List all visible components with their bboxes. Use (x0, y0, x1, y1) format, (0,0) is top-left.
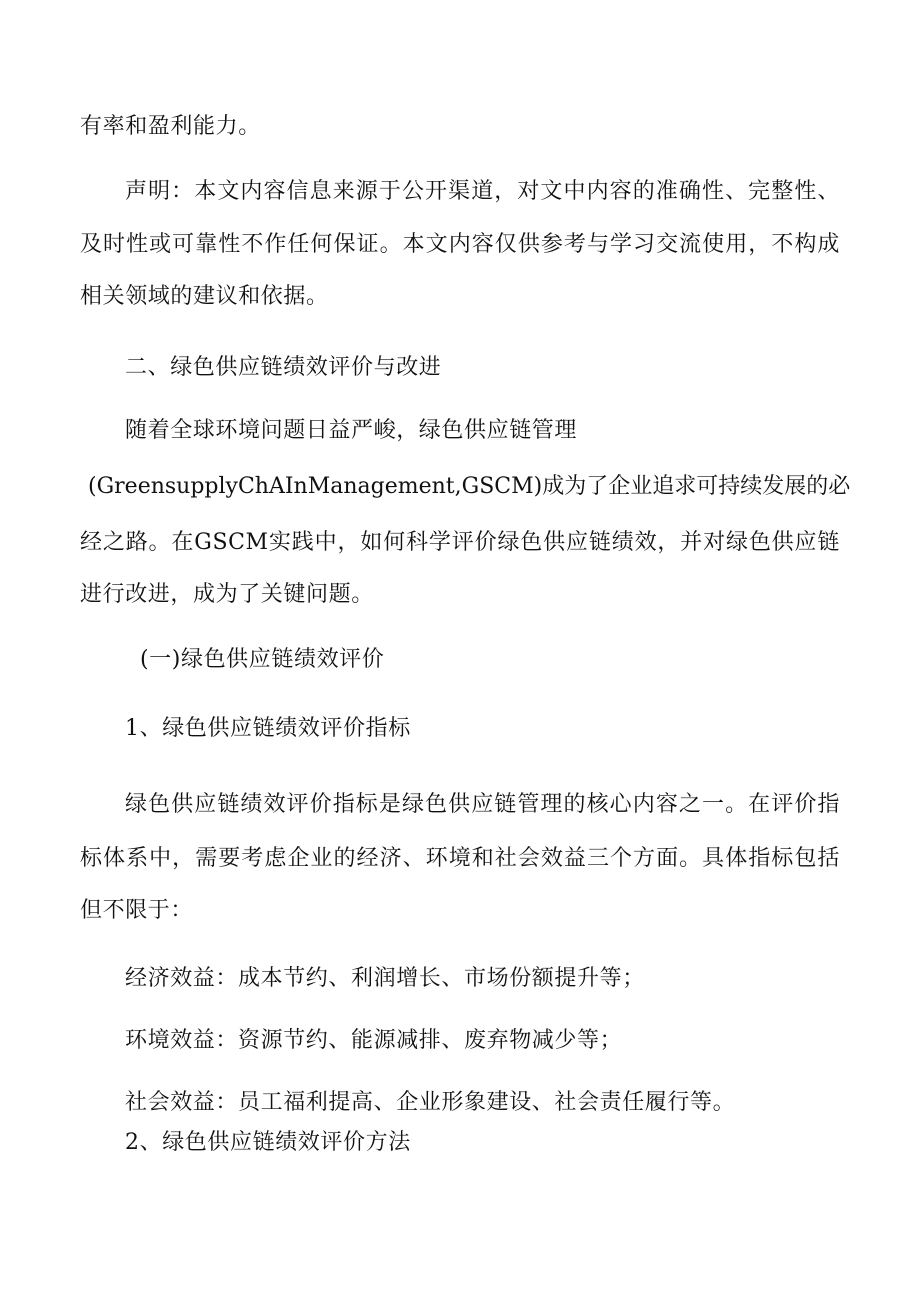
paragraph-line: 经之路。在GSCM实践中，如何科学评价绿色供应链绩效，并对绿色供应链 (80, 530, 840, 555)
paragraph-line: 声明：本文内容信息来源于公开渠道，对文中内容的准确性、完整性、 (125, 179, 840, 204)
paragraph-line: 绿色供应链绩效评价指标是绿色供应链管理的核心内容之一。在评价指 (125, 792, 840, 817)
paragraph-line: 及时性或可靠性不作任何保证。本文内容仅供参考与学习交流使用，不构成 (80, 232, 840, 257)
paragraph-line: 进行改进，成为了关键问题。 (80, 582, 374, 607)
list-item: 经济效益：成本节约、利润增长、市场份额提升等； (125, 966, 645, 991)
item-heading: 2、绿色供应链绩效评价方法 (125, 1130, 411, 1155)
paragraph-line: 有率和盈利能力。 (80, 114, 261, 139)
section-heading: 二、绿色供应链绩效评价与改进 (125, 355, 442, 380)
subsection-heading: (一)绿色供应链绩效评价 (140, 647, 385, 672)
list-item: 社会效益：员工福利提高、企业形象建设、社会责任履行等。 (125, 1090, 736, 1115)
paragraph-line: 但不限于： (80, 898, 194, 923)
paragraph-line: 相关领域的建议和依据。 (80, 284, 329, 309)
item-heading: 1、绿色供应链绩效评价指标 (125, 716, 411, 741)
paragraph-line: (GreensupplyChAInManagement,GSCM)成为了企业追求可持续发展的必 (88, 474, 851, 499)
list-item: 环境效益：资源节约、能源减排、废弃物减少等； (125, 1028, 623, 1053)
paragraph-line: 随着全球环境问题日益严峻，绿色供应链管理 (125, 418, 578, 443)
paragraph-line: 标体系中，需要考虑企业的经济、环境和社会效益三个方面。具体指标包括 (80, 846, 840, 871)
